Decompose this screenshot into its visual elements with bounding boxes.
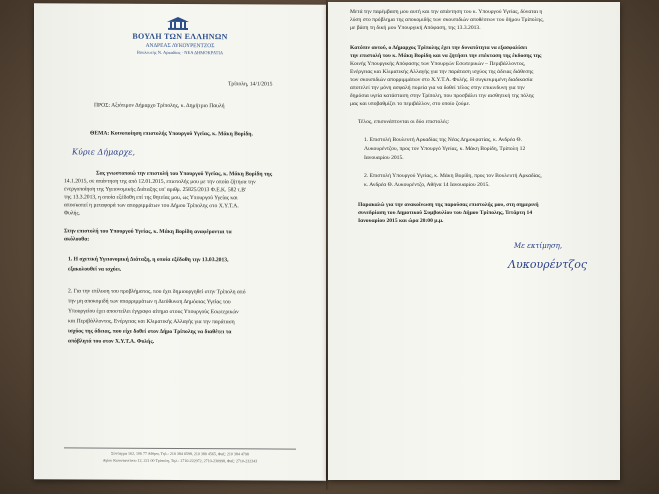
paragraph-line: ενεργοποίηση της Υγειονομικής Διάταξης υπ' αριθμ. 25825/2013 Φ.Ε.Κ. 582 τ.Β' <box>64 186 247 194</box>
paragraph-line: μας και υποβαθμίζει το περιβάλλον, στο οποίο ζούμε. <box>350 101 471 107</box>
list-line: 2. Επιστολή Υπουργού Υγείας, κ. Μάκη Βορίδη, προς τον Βουλευτή Αρκαδίας, <box>364 173 542 179</box>
paragraph-line: την επιστολή του κ. Μάκη Βορίδη και να ζητήσει την επέκταση της έκδοσης της <box>350 53 542 59</box>
paragraph-line: Μετά την παρέμβαση μου αυτή και την απάντηση του κ. Υπουργού Υγείας, δύναται η <box>350 9 543 15</box>
paragraph-line: αποσκοπεί η μεταφορά των απορριμμάτων του Δήμου Τρίπολης στο Χ.Υ.Τ.Α. <box>64 202 239 210</box>
paragraph-line: αποτελεί την μόνη ασφαλή πορεία για να δοθεί τέλος στην επικινδυνη για την <box>350 85 525 91</box>
list-line: εξακολουθεί να ισχύει. <box>68 266 122 273</box>
paragraph-line: Κοινής Υπουργικής Απόφασης των Υπουργών Εσωτερικών – Περιβάλλοντος, <box>350 61 526 67</box>
paragraph-line: συνεδρίαση του Δημοτικού Συμβουλίου του Δήμου Τρίπολης, Τετάρτη 14 <box>358 210 533 216</box>
footer-address-tripoli: Αγίου Κωνσταντίνου 12, 221 00 Τρίπολη, Τηλ.: 2710-222972, 2710-230998, Φαξ: 2710-232343 <box>102 457 258 464</box>
list-line: και Περιβάλλοντος, Ενέργειας και Κλιματικής Αλλαγής για την παράταση <box>68 318 235 326</box>
letter-page-left <box>34 3 326 481</box>
paragraph-line: Ιανουαρίου 2015 και ώρα 20:00 μ.μ. <box>358 218 444 224</box>
letterhead-subtitle: Βουλευτής Ν. Αρκαδίας · ΝΕΑ ΔΗΜΟΚΡΑΤΙΑ <box>136 49 224 56</box>
paragraph-line: δημόσια υγεία κατάσταση στην Τρίπολη, που προσβάλει την αισθητική της πόλης <box>350 93 534 99</box>
list-line: την μη αποκομιδή των απορριμμάτων η Διεύθυνση Δημόσιας Υγείας του <box>68 298 231 306</box>
paragraph-line: Σας γνωστοποιώ την επιστολή του Υπουργού Υγείας, κ. Μάκη Βορίδη της <box>96 170 273 178</box>
handwritten-greeting: Κύριε Δήμαρχε, <box>72 147 136 157</box>
paragraph-line: Φυλής. <box>64 210 81 217</box>
list-line: απόβλητά του στον Χ.Υ.Τ.Α. Φυλής. <box>68 338 155 345</box>
list-line: 1. Επιστολή Βουλευτή Αρκαδίας της Νέας Δημοκρατίας, κ. Ανδρέα Θ. <box>364 137 522 143</box>
list-line: Υπουργείου έχει αποστείλει έγγραφο αίτημα στους Υπουργούς Εσωτερικών <box>68 308 239 316</box>
letter-recipient: ΠΡΟΣ: Αξιότιμον Δήμαρχο Τρίπολης, κ. Δημήτριο Παυλή <box>94 102 225 110</box>
paragraph-line: Στην επιστολή του Υπουργού Υγείας, κ. Μάκη Βορίδη αναφέρονται τα <box>64 228 232 236</box>
paragraph-line: της 13.3.2013, η οποία εξέδοθη επί της θητείας μου, ως Υπουργού Υγείας και <box>64 194 238 202</box>
list-line: Ιανουαρίου 2015. <box>364 155 404 161</box>
paragraph-line: 14.1.2015, σε απάντηση της από 12.01.2015, επιστολής μου με την οποία ζήτησα την <box>64 178 256 186</box>
letterhead-name: ΑΝΔΡΕΑΣ ΛΥΚΟΥΡΕΝΤΖΟΣ <box>145 42 215 50</box>
list-line: Λυκουρέντζου, προς τον Υπουργό Υγείας, κ. Μάκη Βορίδη, Τρίπολη 12 <box>364 146 526 152</box>
letter-subject: ΘΕΜΑ: Κοινοποίηση επιστολής Υπουργού Υγείας, κ. Μάκη Βορίδη. <box>90 130 253 138</box>
paragraph-line: Παρακαλώ για την ανακοίνωση της παρούσας επιστολής μου, στη σημερινή <box>358 202 539 208</box>
list-line: κ. Ανδρέα Θ. Λυκουρέντζο, Αθήνα 14 Ιανουαρίου 2015. <box>364 182 490 188</box>
list-line: 2. Για την επίλυση του προβλήματος, που έχει δημιουργηθεί στην Τρίπολη από <box>68 288 246 296</box>
list-line: 1. Η σχετική Υγειονομική Διάταξη, η οποία εξέδοθη την 13.03.2013, <box>68 256 229 264</box>
list-line: ισχύος της άδειας, που είχε δοθεί στον Δήμο Τρίπολης να διαθέτει τα <box>68 328 232 336</box>
signature-greeting: Με εκτίμηση, <box>514 242 563 250</box>
paragraph-line: Ενέργειας και Κλιματικής Αλλαγής για την παράταση ισχύος της άδειας διάθεσης <box>350 69 534 75</box>
paragraph-line: ακόλουθα: <box>64 236 90 243</box>
letter-page-right <box>328 2 620 480</box>
footer-address-athens: Σύνταγμα 162, 106 77 Αθήνα, Τηλ.: 210 384 0598, 210 380 4565, Φαξ: 210 384 4798 <box>111 450 249 457</box>
paragraph-line: λύση στο πρόβλημα της αποκομιδής των σκουπιδιών αποθέσεων του δήμου Τρίπολης, <box>350 17 544 23</box>
parliament-crest-icon <box>165 16 191 32</box>
paragraph-line: Κατόπιν αυτού, ο Δήμαρχος Τρίπολης έχει την δυνατότητα να εξασφαλίσει <box>350 45 528 51</box>
paragraph-line: των σκουπιδιών απορριμμάτων στο Χ.Υ.Τ.Α. Φυλής. Η συγκεκριμένη διαδικασία <box>350 77 533 83</box>
paragraph-line: με βάση τη δική μου Υπουργική Απόφαση, της 13.3.2013. <box>350 25 481 31</box>
handwritten-signature: Λυκουρέντζος <box>508 258 588 271</box>
enclosures-title: Τέλος, επισυνάπτονται οι δύο επιστολές: <box>358 119 450 125</box>
footer-divider <box>64 447 296 449</box>
letter-date: Τρίπολη, 14/1/2015 <box>228 81 273 88</box>
letterhead-title: ΒΟΥΛΗ ΤΩΝ ΕΛΛΗΝΩΝ <box>132 31 228 42</box>
